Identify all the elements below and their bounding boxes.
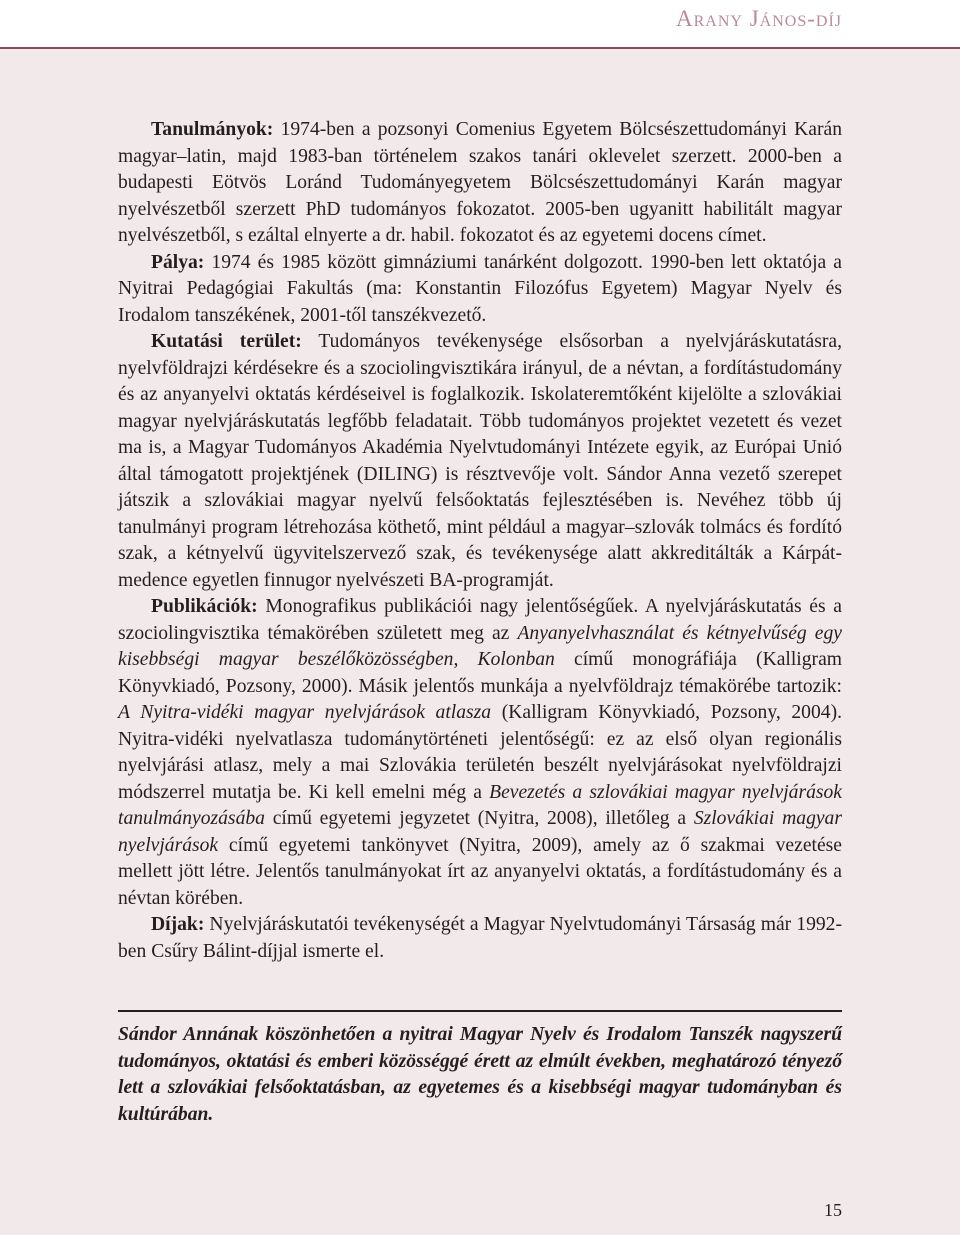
text-segment: című monográfiája (Kalligram Könyvkiadó, Pozsony, 2000). Másik jelentős munkája a nyelvföldrajz témakörébe tartozik: bbox=[118, 649, 843, 697]
section-paragraph bbox=[118, 594, 842, 912]
biography-body bbox=[118, 117, 842, 965]
running-header bbox=[0, 0, 960, 49]
text-segment: Monografikus publikációi nagy jelentőségűek. A nyelvjáráskutatás és a szociolingvisztika témakörében született meg az bbox=[118, 596, 842, 644]
divider-rule bbox=[118, 1010, 842, 1012]
section-label: Kutatási terület: bbox=[151, 331, 302, 352]
book-title: Bevezetés a szlovákiai magyar nyelvjárások tanulmányozásába bbox=[118, 781, 842, 829]
section-paragraph bbox=[118, 329, 842, 594]
section-label: Pálya: bbox=[151, 251, 205, 273]
section-label: Tanulmányok: bbox=[151, 119, 274, 140]
section-paragraph bbox=[118, 912, 842, 965]
running-title: Arany János-díj bbox=[676, 6, 842, 31]
book-title: Szlovákiai magyar nyelvjárások bbox=[118, 808, 842, 856]
text-segment: 1974-ben a pozsonyi Comenius Egyetem Bölcsészettudományi Karán magyar–latin, majd 1983-ban történelem szakos tanári oklevelet szerzett. 2000-ben a budapesti Eötvös Loránd Tudományegyetem Bölcsészettudományi Karán magyar nyelvészetből szerzett PhD tudományos fokozatot. 2005-ben ugyanitt habilitált magyar nyelvészetből, s ezáltal elnyerte a dr. habil. fokozatot és az egyetemi docens címet. bbox=[118, 119, 842, 246]
section-label: Díjak: bbox=[151, 914, 205, 935]
section-paragraph bbox=[118, 250, 842, 330]
page-number: 15 bbox=[824, 1200, 842, 1220]
section-paragraph bbox=[118, 117, 842, 250]
text-segment: című egyetemi jegyzetet (Nyitra, 2008), illetőleg a bbox=[264, 808, 694, 829]
book-title: A Nyitra-vidéki magyar nyelvjárások atlasza bbox=[118, 702, 492, 723]
text-segment: című egyetemi tankönyvet (Nyitra, 2009), amely az ő szakmai vezetése mellett jött létre. Jelentős tanulmányokat írt az anyanyelvi oktatás, a fordítástudomány és a névtan körében. bbox=[118, 834, 842, 909]
text-segment: Tudományos tevékenysége elsősorban a nyelvjáráskutatásra, nyelvföldrajzi kérdésekre és a szociolingvisztikára irányul, de a névtan, a fordítástudomány és az anyanyelvi oktatás kérdéseivel is foglalkozik. Iskolateremtőként kijelölte a szlovákiai magyar nyelvjáráskutatás legfőbb feladatait. Több tudományos projektet vezetett és vezet ma is, a Magyar Tudományos Akadémia Nyelvtudományi Intézete egyik, az Európai Unió által támogatott projektjének (DILING) is résztvevője volt. Sándor Anna vezető szerepet játszik a szlovákiai magyar nyelvű felsőoktatás fejlesztésében is. Nevéhez több új tanulmányi program létrehozása köthető, mint például a magyar–szlovák tolmács és fordító szak, a kétnyelvű ügyvitelszervező szak, és tevékenysége alatt akkreditálták a Kárpát-medence egyetlen finnugor nyelvészeti BA-programját. bbox=[118, 331, 842, 591]
text-segment: Nyelvjáráskutatói tevékenységét a Magyar Nyelvtudományi Társaság már 1992-ben Csűry Bálint-díjjal ismerte el. bbox=[118, 914, 842, 962]
book-title: Anyanyelvhasználat és kétnyelvűség egy kisebbségi magyar beszélőközösségben, Kolonban bbox=[118, 622, 842, 670]
text-segment: (Kalligram Könyvkiadó, Pozsony, 2004). Nyitra-vidéki nyelvatlasza tudománytörténeti jelentőségű: ez az első olyan regionális nyelvjárási atlasz, mely a mai Szlovákia területén beszélt nyelvjárásokat nyelvföldrajzi módszerrel mutatja be. Ki kell emelni még a bbox=[118, 702, 842, 803]
closing-statement: Sándor Annának köszönhetően a nyitrai Magyar Nyelv és Irodalom Tanszék nagyszerű tudományos, oktatási és emberi közösséggé érett az elmúlt években, meghatározó tényező lett a szlovákiai felsőoktatásban, az egyetemes és a kisebbségi magyar tudományban és kultúrában. bbox=[118, 1024, 842, 1125]
text-segment: 1974 és 1985 között gimnáziumi tanárként dolgozott. 1990-ben lett oktatója a Nyitrai Pedagógiai Fakultás (ma: Konstantin Filozófus Egyetem) Magyar Nyelv és Irodalom tanszékének, 2001-től tanszékvezető. bbox=[118, 251, 842, 326]
section-label: Publikációk: bbox=[151, 596, 258, 617]
